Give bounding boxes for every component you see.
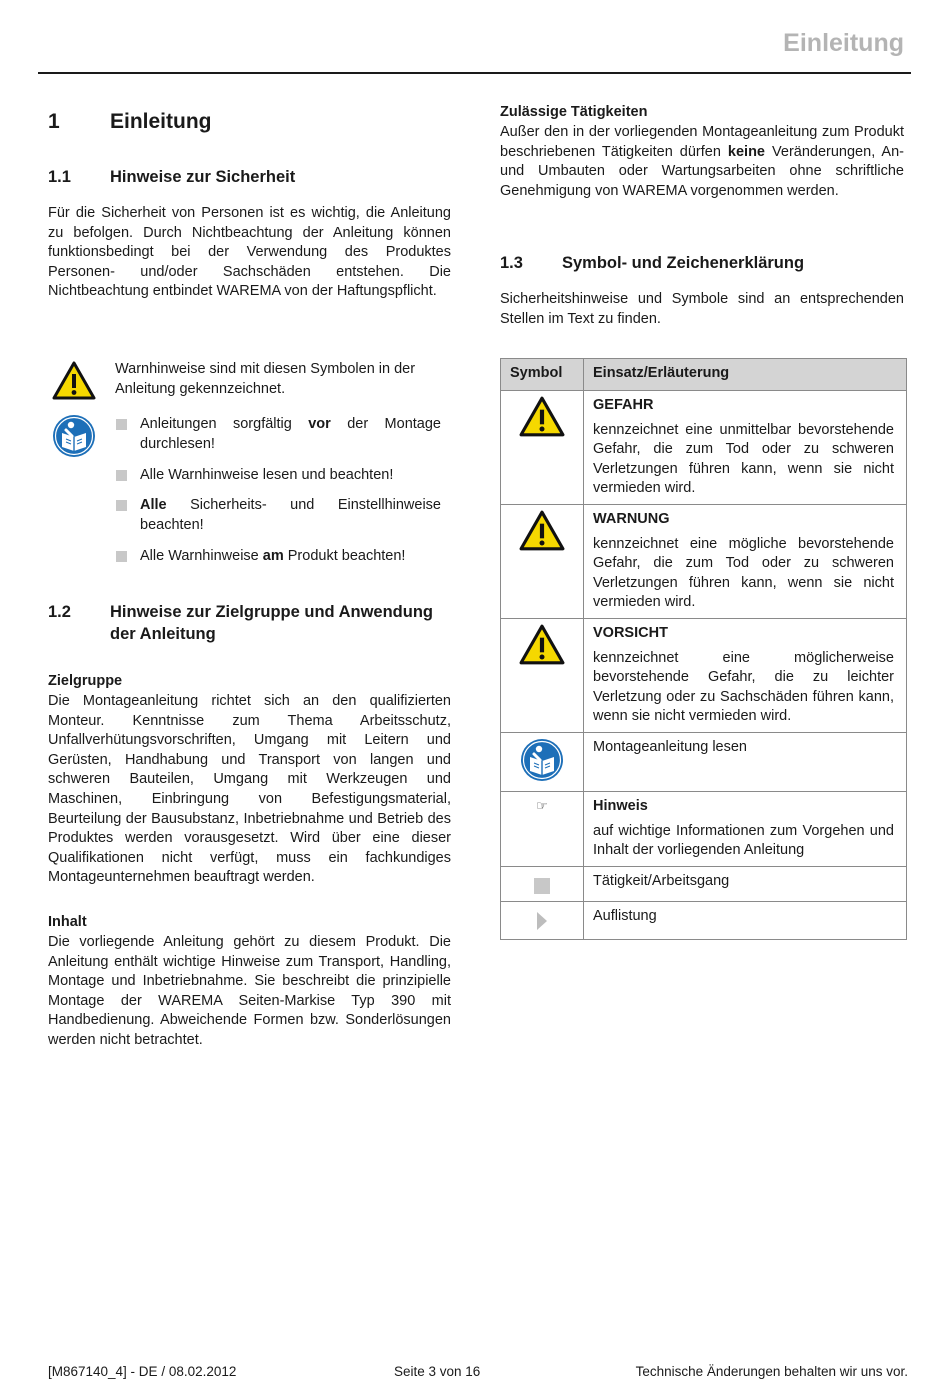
- bullet-bold: am: [262, 548, 284, 564]
- header-divider: [38, 72, 911, 74]
- bullet-text: Alle Warnhinweise lesen und beachten!: [140, 467, 394, 483]
- warnbox-bullet-3: [116, 496, 441, 535]
- table-row: [501, 733, 907, 792]
- gray-square-icon: [116, 551, 127, 562]
- gray-square-icon: [116, 500, 127, 511]
- zulaessig-bold: keine: [727, 143, 766, 160]
- bullet-text: Sicherheits- und Einstellhinweise beachten!: [140, 497, 441, 533]
- row-text: Auflistung: [593, 908, 657, 925]
- section-title: Hinweise zur Zielgruppe und Anwendung der Anleitung: [110, 603, 433, 643]
- section-title: Hinweise zur Sicherheit: [110, 168, 296, 186]
- section-1-3-heading: [500, 252, 904, 274]
- inhalt-paragraph: Die vorliegende Anleitung gehört zu diesem Produkt. Die Anleitung enthält wichtige Hinweise zum Transport, Handling, Montage und Inbetriebnahme. Sie beschreibt die prinzipielle Montage der WAREMA Seiten-Markise Typ 390 mit Handbedienung. Abweichende Formen bzw. Sonderlösungen werden nicht betrachtet.: [48, 934, 451, 1048]
- row-text: kennzeichnet eine mögliche bevorstehende Gefahr, die zum Tod oder zu schweren Verletzungen führen kann, wenn sie nicht vermieden wird.: [593, 535, 894, 611]
- table-header-row: [501, 359, 907, 391]
- zielgruppe-paragraph: Die Montageanleitung richtet sich an den qualifizierten Monteur. Kenntnisse zum Thema Arbeitsschutz, Unfallverhütungsvorschriften, Umgang mit Leitern und Gerüsten, Handhabung und Transport von langen und schweren Bauteilen, Umgang mit Werkzeugen und Maschinen, Einbringung von Befestigungsmaterial, Beurteilung der Bausubstanz, Inbetriebnahme und Betrieb des Produktes werden vorausgesetzt. Wird über eine dieser Qualifikationen nicht verfügt, muss ein fachkundiges Montageunternehmen beauftragt werden.: [48, 693, 451, 886]
- row-text: kennzeichnet eine unmittelbar bevorstehende Gefahr, die zum Tod oder zu schweren Verletzungen führen kann, wenn sie nicht vermieden wird.: [593, 421, 894, 497]
- table-row: [501, 792, 907, 867]
- section-title: Symbol- und Zeichenerklärung: [562, 254, 805, 272]
- row-text: Tätigkeit/Arbeitsgang: [593, 872, 730, 889]
- warning-triangle-icon: [519, 396, 565, 438]
- symbols-paragraph: Sicherheitshinweise und Symbole sind an entsprechenden Stellen im Text zu finden.: [500, 291, 904, 327]
- row-title: GEFAHR: [593, 397, 654, 413]
- table-row: [501, 902, 907, 940]
- gray-square-icon: [534, 878, 550, 894]
- warnbox-bullet-4: [116, 547, 441, 567]
- row-text: Montageanleitung lesen: [593, 739, 747, 755]
- chapter-title: Einleitung: [110, 110, 212, 133]
- row-title: WARNUNG: [593, 511, 670, 527]
- zulaessig-text: Veränderungen, An- und Umbauten oder Wartungsarbeiten ohne schriftliche Genehmigung von WAREMA vorgenommen werden.: [500, 143, 904, 199]
- warning-triangle-icon: [52, 361, 96, 408]
- zulaessig-text: Außer den in der vorliegenden Montageanleitung zum Produkt beschriebenen Tätigkeiten dürfen: [500, 124, 904, 160]
- pointing-hand-icon: ☞: [536, 798, 548, 813]
- bullet-text: Anleitungen sorgfältig: [140, 416, 309, 432]
- read-manual-icon: [520, 738, 564, 782]
- section-number: 1.3: [500, 254, 523, 272]
- row-text: auf wichtige Informationen zum Vorgehen und Inhalt der vorliegenden Anleitung: [593, 822, 894, 859]
- section-1-2-heading: [48, 601, 451, 645]
- warnbox-bullet-1: [116, 415, 441, 454]
- gray-triangle-icon: [536, 911, 548, 931]
- bullet-bold: vor: [308, 416, 331, 432]
- footer-note: Technische Änderungen behalten wir uns vor.: [635, 1364, 908, 1379]
- chapter-number: 1: [48, 110, 60, 133]
- page-header-title: Einleitung: [783, 29, 904, 57]
- table-row: [501, 505, 907, 619]
- zulaessig-paragraph: [500, 123, 904, 201]
- gray-square-icon: [116, 419, 127, 430]
- table-row: [501, 391, 907, 505]
- gray-square-icon: [116, 470, 127, 481]
- bullet-text: Produkt beachten!: [283, 548, 406, 564]
- warning-triangle-icon: [519, 624, 565, 666]
- bullet-text: der Montage durchlesen!: [140, 416, 441, 452]
- row-text: kennzeichnet eine möglicherweise bevorstehende Gefahr, die zu leichter Verletzung oder zu Sachschäden führen kann, wenn sie nicht vermieden wird.: [593, 649, 894, 725]
- column-header-description: Einsatz/Erläuterung: [584, 359, 907, 391]
- row-title: VORSICHT: [593, 625, 668, 641]
- section-number: 1.1: [48, 168, 71, 186]
- chapter-heading: [48, 109, 451, 135]
- zulaessig-heading: Zulässige Tätigkeiten: [500, 104, 648, 120]
- table-row: [501, 866, 907, 902]
- footer-doc-id: [M867140_4] - DE / 08.02.2012: [48, 1364, 237, 1379]
- section-number: 1.2: [48, 603, 71, 621]
- row-title: Hinweis: [593, 798, 648, 814]
- warnbox-bullet-2: [116, 466, 441, 486]
- bullet-text: Alle Warnhinweise: [140, 548, 263, 564]
- section-1-1-heading: [48, 166, 451, 188]
- warning-triangle-icon: [519, 510, 565, 552]
- safety-paragraph: Für die Sicherheit von Personen ist es wichtig, die Anleitung zu befolgen. Durch Nichtbeachtung der Anleitung können funktionsbedingt bei der Verwendung des Produktes Personen- und/oder Sachschäden entstehen. Die Nichtbeachtung entbindet WAREMA von der Haftungspflicht.: [48, 205, 451, 300]
- inhalt-heading: Inhalt: [48, 914, 87, 930]
- symbol-table: [500, 358, 907, 940]
- column-header-symbol: Symbol: [501, 359, 584, 391]
- warnbox-text: Warnhinweise sind mit diesen Symbolen in der Anleitung gekennzeichnet.: [115, 361, 416, 397]
- bullet-bold: Alle: [140, 497, 167, 513]
- read-manual-icon: [52, 414, 96, 465]
- zielgruppe-heading: Zielgruppe: [48, 673, 123, 689]
- footer-page-number: Seite 3 von 16: [394, 1364, 481, 1379]
- table-row: [501, 619, 907, 733]
